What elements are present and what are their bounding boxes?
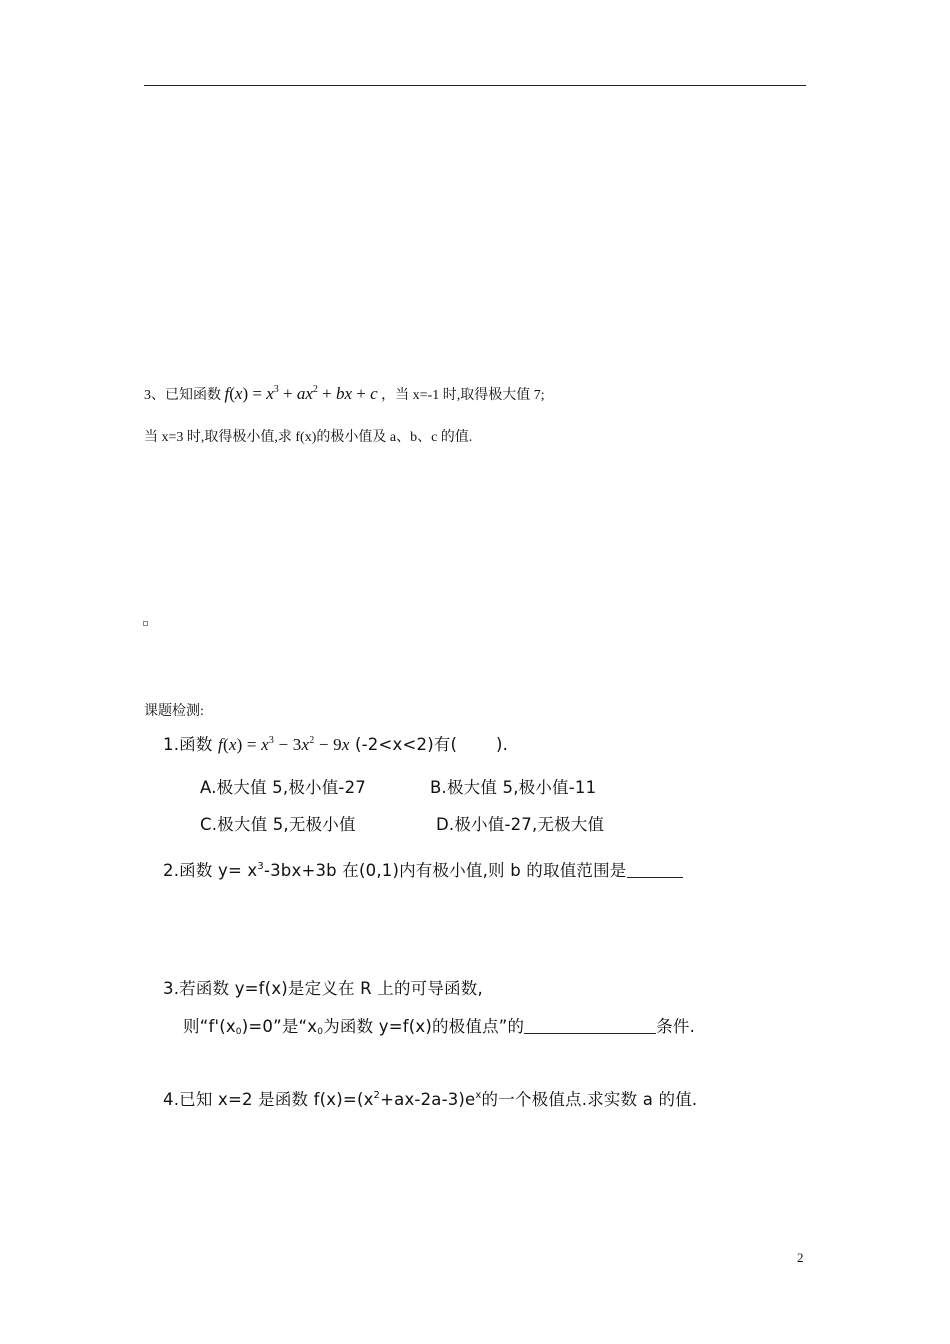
check-q3-part1: 则“f'(x bbox=[183, 1017, 236, 1036]
check-q1-option-d: D.极小值-27,无极大值 bbox=[436, 815, 605, 834]
check-q4-exponent1: 2 bbox=[373, 1090, 381, 1101]
check-q4 bbox=[163, 1086, 697, 1110]
check-q1-suffix: (-2<x<2)有( ). bbox=[355, 735, 509, 754]
check-q3-line1: 3.若函数 y=f(x)是定义在 R 上的可导函数, bbox=[163, 979, 483, 998]
check-q1 bbox=[163, 731, 508, 755]
check-q2-prefix: 2.函数 y= x bbox=[163, 861, 258, 880]
q3-line2: 当 x=3 时,取得极小值,求 f(x)的极小值及 a、b、c 的值. bbox=[144, 430, 473, 445]
check-q3-part3: 为函数 y=f(x)的极值点”的 bbox=[323, 1017, 525, 1036]
header-rule bbox=[144, 85, 806, 86]
check-q1-option-a: A.极大值 5,极小值-27 bbox=[200, 778, 366, 797]
check-q3-part4: 条件. bbox=[656, 1017, 696, 1036]
check-q1-prefix: 1.函数 bbox=[163, 735, 213, 754]
check-q2 bbox=[163, 857, 683, 881]
check-q1-formula: $f(x) = x^3 - 3x^2 - 9x$ bbox=[218, 735, 350, 754]
check-heading: 课题检测: bbox=[144, 704, 204, 719]
q3-formula: $f(x) = x^3 + ax^2$ + bx + c bbox=[224, 384, 378, 403]
check-q2-answer-blank[interactable] bbox=[627, 863, 683, 878]
check-q1-option-c: C.极大值 5,无极小值 bbox=[200, 815, 356, 834]
page-number: 2 bbox=[797, 1250, 804, 1265]
check-q3-sub2: 0 bbox=[317, 1027, 324, 1037]
check-q1-option-b: B.极大值 5,极小值-11 bbox=[430, 778, 597, 797]
check-q4-exponent2: x bbox=[475, 1090, 482, 1101]
check-q2-suffix: -3bx+3b 在(0,1)内有极小值,则 b 的取值范围是 bbox=[263, 861, 627, 880]
q3-prefix: 3、已知函数 bbox=[144, 388, 221, 403]
check-q4-part3: 的一个极值点.求实数 a 的值. bbox=[481, 1090, 698, 1109]
check-q3-part2: )=0”是“x bbox=[241, 1017, 318, 1036]
check-q4-part2: +ax-2a-3)e bbox=[380, 1090, 476, 1109]
check-q2-exponent: 3 bbox=[257, 861, 264, 872]
paragraph-mark bbox=[143, 621, 148, 626]
q3-line1 bbox=[144, 384, 545, 404]
check-q3-answer-blank[interactable] bbox=[524, 1019, 656, 1034]
check-q3-line2 bbox=[183, 1013, 695, 1037]
check-q3-sub1: 0 bbox=[235, 1027, 242, 1037]
check-q4-part1: 4.已知 x=2 是函数 f(x)=(x bbox=[163, 1090, 374, 1109]
q3-suffix: ，当 x=-1 时,取得极大值 7; bbox=[381, 388, 545, 403]
